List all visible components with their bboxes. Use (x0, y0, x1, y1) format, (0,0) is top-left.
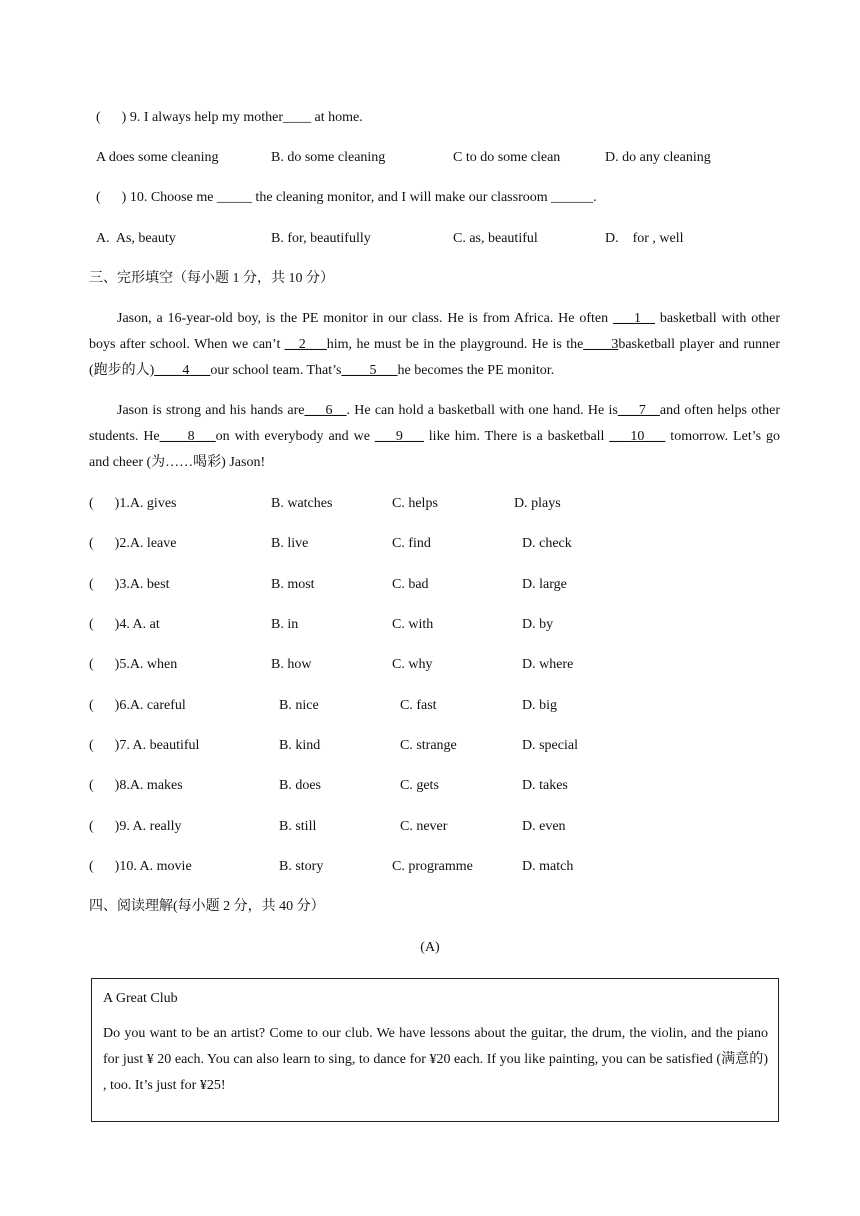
cloze-question-9: ( )9. A. really (89, 819, 182, 834)
cloze-heading: 三、完形填空（每小题 1 分，共 10 分） (89, 271, 334, 286)
mc-q9-option-c: C to do some clean (453, 150, 561, 165)
mc-q10-stem: ( ) 10. Choose me _____ the cleaning monitor, and I will make our classroom ______. (96, 190, 597, 205)
cloze-question-5: ( )5.A. when (89, 657, 178, 672)
mc-q9-option-a: A does some cleaning (96, 150, 219, 165)
cloze-blank-6: ___6__ (304, 403, 347, 418)
cloze-question-6: ( )6.A. careful (89, 698, 186, 713)
cloze-q5-option-c: C. why (392, 657, 433, 672)
cloze-q6-option-b: B. nice (279, 698, 319, 713)
cloze-question-8: ( )8.A. makes (89, 778, 183, 793)
cloze-q2-option-b: B. live (271, 536, 309, 551)
cloze-blank-7: ___7__ (617, 403, 660, 418)
cloze-paragraph-2: Jason is strong and his hands are___6__. He can hold a basketball with one hand. He is___7__and often helps other students. He____8___on with everybody and we ___9___ like him. There is a basketball ___10___ tomorrow. Let’s go and cheer (为……喝彩) Jason! (89, 403, 780, 470)
cloze-q3-option-d: D. large (522, 577, 567, 592)
cloze-q8-option-d: D. takes (522, 778, 568, 793)
mc-q10-option-b: B. for, beautifully (271, 231, 371, 246)
cloze-blank-8: ____8___ (159, 429, 216, 444)
cloze-q6-option-d: D. big (522, 698, 557, 713)
mc-q10-option-a: A. As, beauty (96, 231, 176, 246)
cloze-question-7: ( )7. A. beautiful (89, 738, 200, 753)
cloze-q10-option-b: B. story (279, 859, 324, 874)
mc-q10-option-d: D. for , well (605, 231, 684, 246)
cloze-q4-option-b: B. in (271, 617, 299, 632)
cloze-q8-option-c: C. gets (400, 778, 439, 793)
reading-passage-body: Do you want to be an artist? Come to our club. We have lessons about the guitar, the drum, the violin, and the piano for just ¥ 20 each. You can also learn to sing, to dance for ¥20 each. If you like painting, you can be satisfied (满意的) , too. It’s just for ¥25! (103, 1026, 768, 1093)
cloze-q7-option-c: C. strange (400, 738, 457, 753)
mc-q9-option-b: B. do some cleaning (271, 150, 386, 165)
cloze-blank-4: ____4___ (154, 363, 211, 378)
cloze-question-4: ( )4. A. at (89, 617, 160, 632)
cloze-q4-option-c: C. with (392, 617, 434, 632)
mc-q10-option-c: C. as, beautiful (453, 231, 538, 246)
cloze-q10-option-d: D. match (522, 859, 574, 874)
cloze-q8-option-b: B. does (279, 778, 321, 793)
cloze-q2-option-c: C. find (392, 536, 431, 551)
cloze-q6-option-c: C. fast (400, 698, 437, 713)
cloze-q7-option-b: B. kind (279, 738, 321, 753)
reading-section-label: (A) (420, 940, 440, 955)
cloze-q9-option-c: C. never (400, 819, 448, 834)
cloze-blank-2: __2___ (284, 337, 327, 352)
cloze-q1-option-b: B. watches (271, 496, 333, 511)
cloze-q1-option-d: D. plays (514, 496, 561, 511)
mc-q9-stem: ( ) 9. I always help my mother____ at home. (96, 110, 363, 125)
cloze-q7-option-d: D. special (522, 738, 578, 753)
cloze-blank-9: ___9___ (374, 429, 424, 444)
cloze-blank-5: ____5___ (341, 363, 398, 378)
cloze-q4-option-d: D. by (522, 617, 554, 632)
cloze-q9-option-d: D. even (522, 819, 566, 834)
reading-passage-box (91, 978, 779, 1122)
cloze-q2-option-d: D. check (522, 536, 572, 551)
cloze-q9-option-b: B. still (279, 819, 317, 834)
cloze-q3-option-c: C. bad (392, 577, 429, 592)
cloze-blank-1: ___1__ (612, 311, 655, 326)
cloze-question-2: ( )2.A. leave (89, 536, 177, 551)
cloze-question-1: ( )1.A. gives (89, 496, 177, 511)
cloze-paragraph-1: Jason, a 16-year-old boy, is the PE monitor in our class. He is from Africa. He often ___1__ basketball with other boys after school. When we can’t __2___him, he must be in the playground. He is the____3basketball player and runner (跑步的人)____4___our school team. That’s____5___he becomes the PE monitor. (89, 311, 780, 378)
cloze-q10-option-c: C. programme (392, 859, 473, 874)
cloze-q5-option-b: B. how (271, 657, 312, 672)
cloze-blank-10: ___10___ (609, 429, 666, 444)
cloze-q3-option-b: B. most (271, 577, 315, 592)
reading-passage-title: A Great Club (103, 991, 178, 1006)
reading-heading: 四、阅读理解(每小题 2 分，共 40 分） (89, 899, 325, 914)
mc-q9-option-d: D. do any cleaning (605, 150, 711, 165)
cloze-question-3: ( )3.A. best (89, 577, 170, 592)
cloze-question-10: ( )10. A. movie (89, 859, 192, 874)
cloze-q5-option-d: D. where (522, 657, 574, 672)
cloze-blank-3: ____3 (583, 337, 619, 352)
cloze-q1-option-c: C. helps (392, 496, 438, 511)
